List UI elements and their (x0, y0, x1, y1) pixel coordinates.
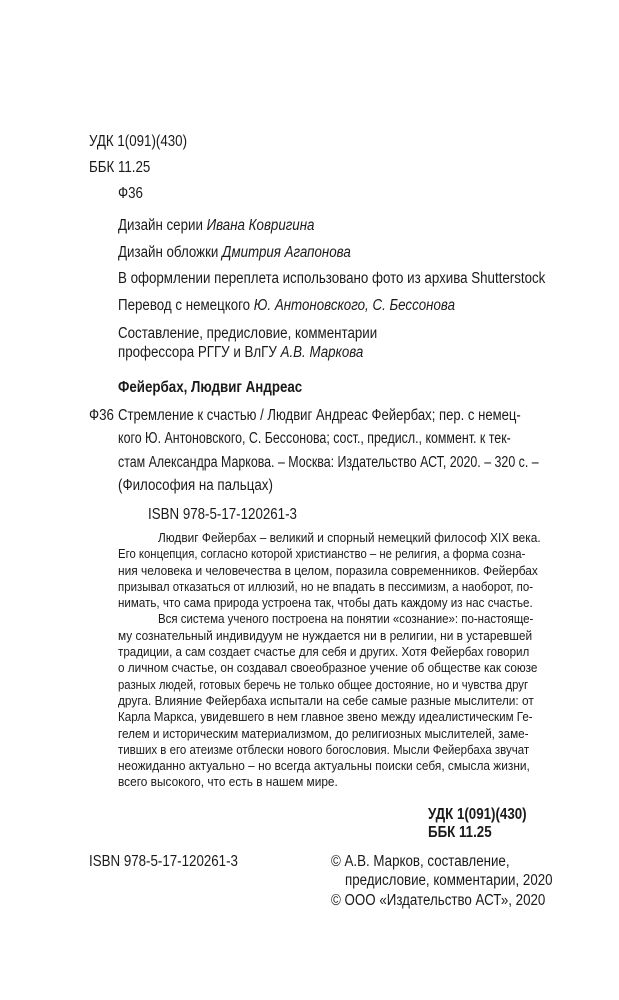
annotation-line: разных людей, готовых беречь не только общее достояние, но и чувства друг (118, 676, 529, 692)
bbk-code: ББК 11.25 (89, 159, 151, 176)
annotation-line: Его концепция, согласно которой христианство – не религия, а форма созна- (118, 546, 526, 562)
copyright-publisher: © ООО «Издательство АСТ», 2020 (331, 892, 546, 909)
annotation-line: призывал отказаться от иллюзий, но не впадать в пессимизм, а наоборот, по- (118, 578, 534, 594)
cover-design-name: Дмитрия Агапонова (222, 244, 351, 261)
copyright-compiler-line1: © А.В. Марков, составление, (331, 853, 510, 870)
photo-credit: В оформлении переплета использовано фото из архива Shutterstock (118, 270, 546, 287)
annotation-paragraph-2 (118, 611, 568, 790)
annotation-line: традиции, а сам создает счастье для себя и других. Хотя Фейербах говорил (118, 644, 530, 660)
series-design-credit (118, 217, 346, 235)
annotation-line: о личном счастье, он создавал своеобразное учение об обществе как союзе (118, 660, 538, 676)
biblio-line: кого Ю. Антоновского, С. Бессонова; сост., предисл., коммент. к тек- (118, 430, 511, 448)
biblio-line: стам Александра Маркова. – Москва: Издательство АСТ, 2020. – 320 с. – (118, 453, 539, 471)
annotation-line: неожиданно актуально – но всегда актуальны поиски себя, смысла жизни, (118, 758, 530, 774)
series-design-name: Ивана Ковригина (206, 217, 315, 234)
annotation-line: му сознательный индивидуум не нуждается ни в религии, ни в устаревшей (118, 627, 533, 643)
annotation-line: гелем и историческим материализмом, до религиозных мыслителей, заме- (118, 725, 529, 741)
bibliographic-description (118, 404, 566, 498)
compilation-credit-line2 (118, 344, 403, 362)
cover-design-credit (118, 244, 389, 262)
annotation-line: нимать, что сама природа устроена так, чтобы дать каждому из нас счастье. (118, 595, 533, 611)
annotation-line: Людвиг Фейербах – великий и спорный немецкий философ XIX века. (158, 530, 541, 545)
compilation-credit-line1: Составление, предисловие, комментарии (118, 325, 378, 342)
biblio-line: Стремление к счастью / Людвиг Андреас Фейербах; пер. с немец- (118, 407, 521, 424)
annotation (118, 530, 568, 791)
author-heading: Фейербах, Людвиг Андреас (118, 379, 303, 396)
translation-credit (118, 297, 510, 315)
author-sign: Ф36 (118, 185, 143, 202)
compilation-prefix: профессора РГГУ и ВлГУ (118, 344, 277, 361)
footer-bbk: ББК 11.25 (428, 824, 492, 841)
biblio-line: (Философия на пальцах) (118, 477, 273, 495)
footer-isbn: ISBN 978-5-17-120261-3 (89, 853, 238, 870)
series-design-label: Дизайн серии (118, 217, 203, 234)
annotation-paragraph-1 (118, 530, 568, 611)
translation-names: Ю. Антоновского, С. Бессонова (253, 297, 456, 314)
translation-label: Перевод с немецкого (118, 297, 251, 314)
annotation-line: всего высокого, что есть в нашем мире. (118, 774, 338, 790)
footer-udk: УДК 1(091)(430) (428, 806, 527, 823)
annotation-line: Карла Маркса, увидевшего в нем главное звено между идеалистическим Ге- (118, 709, 533, 725)
annotation-line: тивших в его атеизме отблески нового богословия. Мысли Фейербаха звучат (118, 741, 530, 757)
annotation-line: ния человека и человечества в целом, поразила современников. Фейербах (118, 562, 538, 578)
annotation-line: друга. Влияние Фейербаха испытали на себе самые разные мыслители: от (118, 692, 534, 708)
annotation-line: Вся система ученого построена на понятии «сознание»: по-настояще- (158, 611, 534, 627)
compilation-name: А.В. Маркова (280, 344, 364, 361)
bibliography-sign: Ф36 (89, 407, 114, 424)
cover-design-label: Дизайн обложки (118, 244, 219, 261)
isbn-line: ISBN 978-5-17-120261-3 (148, 506, 297, 523)
copyright-compiler-line2: предисловие, комментарии, 2020 (345, 872, 553, 889)
udk-code: УДК 1(091)(430) (89, 133, 188, 150)
